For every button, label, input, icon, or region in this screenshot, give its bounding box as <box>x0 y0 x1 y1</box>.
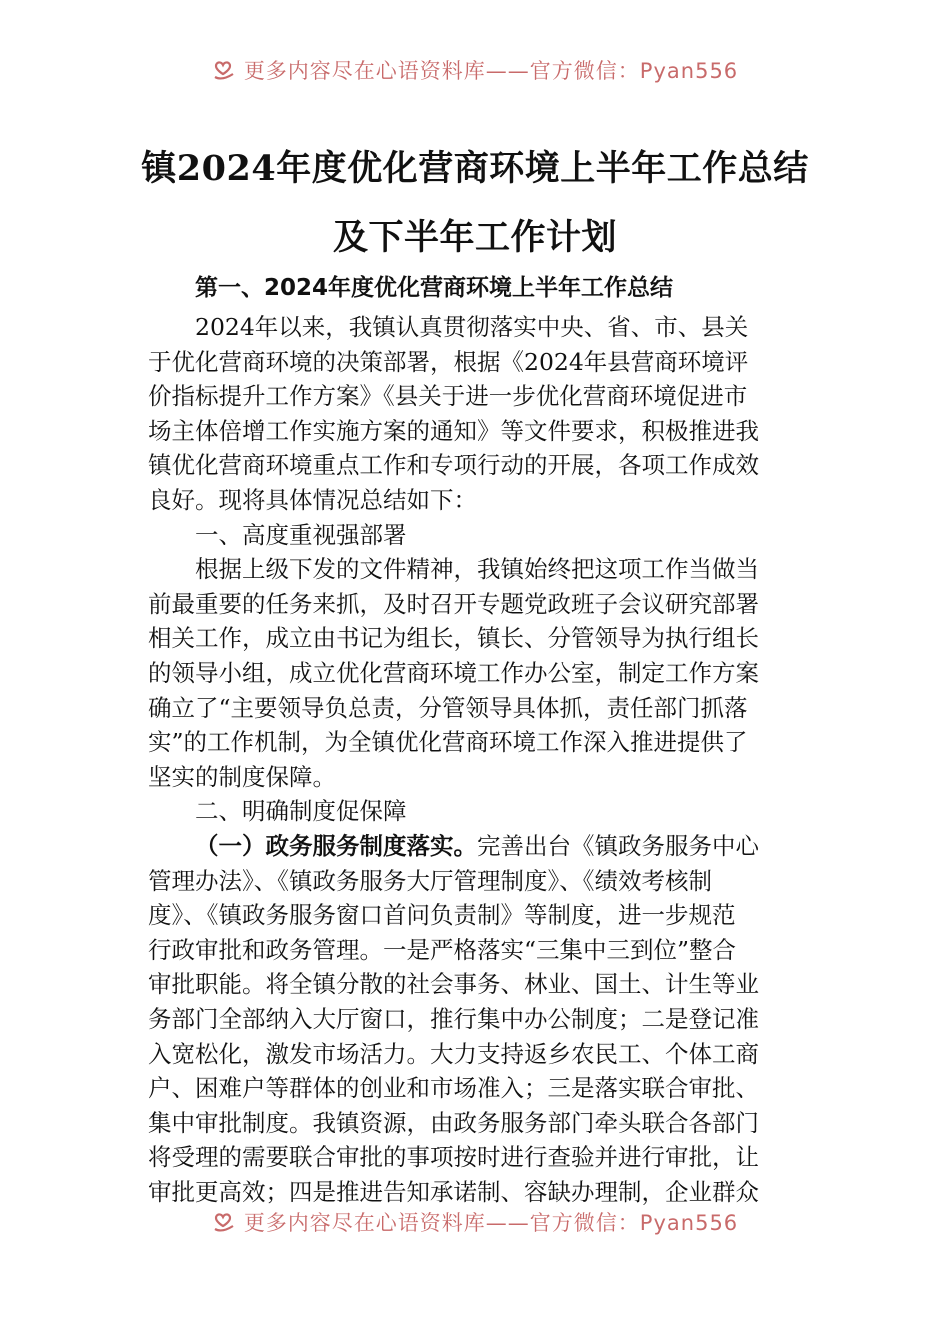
paragraph-line: 行政审批和政务管理。一是严格落实“三集中三到位”整合 <box>148 935 737 964</box>
paragraph-line: 坚实的制度保障。 <box>148 762 336 791</box>
paragraph-line: 审批更高效；四是推进告知承诺制、容缺办理制，企业群众 <box>148 1178 759 1206</box>
paragraph-line: 前最重要的任务来抓，及时召开专题党政班子会议研究部署 <box>148 589 759 618</box>
paragraph-line: 集中审批制度。我镇资源，由政务服务部门牵头联合各部门 <box>148 1108 759 1137</box>
subsection-text: 完善出台《镇政务服务中心 <box>477 832 759 860</box>
paragraph-line: 2024年以来，我镇认真贯彻落实中央、省、市、县关 <box>148 313 749 341</box>
watermark-top <box>0 56 950 84</box>
paragraph-line: 审批职能。将全镇分散的社会事务、林业、国土、计生等业 <box>148 970 759 999</box>
heart-hand-logo-icon <box>212 57 238 83</box>
subsection-bold-heading: （一）政务服务制度落实。 <box>195 832 477 860</box>
subsection-line <box>195 829 808 864</box>
watermark-text: 更多内容尽在心语资料库——官方微信：Pyan556 <box>243 1211 739 1235</box>
paragraph-line: 价指标提升工作方案》《县关于进一步优化营商环境促进市 <box>148 382 748 411</box>
paragraph-line: 确立了“主要领导负总责，分管领导具体抓，责任部门抓落 <box>148 693 748 722</box>
subheading-line: 一、高度重视强部署 <box>148 520 407 549</box>
paragraph-line: 入宽松化，激发市场活力。大力支持返乡农民工、个体工商 <box>148 1039 759 1068</box>
section-heading: 第一、2024年度优化营商环境上半年工作总结 <box>195 275 674 301</box>
watermark-bottom <box>0 1208 950 1236</box>
document-title-line-1: 镇2024年度优化营商环境上半年工作总结 <box>141 148 809 189</box>
paragraph-line: 务部门全部纳入大厅窗口，推行集中办公制度；二是登记准 <box>148 1005 759 1033</box>
paragraph-line: 场主体倍增工作实施方案的通知》等文件要求，积极推进我 <box>148 416 759 445</box>
paragraph-line: 于优化营商环境的决策部署，根据《2024年县营商环境评 <box>148 347 749 376</box>
paragraph-line: 根据上级下发的文件精神，我镇始终把这项工作当做当 <box>148 555 759 584</box>
heart-hand-logo-icon <box>212 1209 238 1235</box>
paragraph-line: 将受理的需要联合审批的事项按时进行查验并进行审批，让 <box>148 1143 759 1172</box>
paragraph-line: 实”的工作机制，为全镇优化营商环境工作深入推进提供了 <box>148 728 748 757</box>
paragraph-line: 度》、《镇政务服务窗口首问负责制》等制度，进一步规范 <box>148 901 736 930</box>
paragraph-line: 的领导小组，成立优化营商环境工作办公室，制定工作方案 <box>148 659 759 687</box>
watermark-text: 更多内容尽在心语资料库——官方微信：Pyan556 <box>243 59 739 83</box>
paragraph-line: 相关工作，成立由书记为组长，镇长、分管领导为执行组长 <box>148 624 759 653</box>
document-title-line-2: 及下半年工作计划 <box>332 217 617 258</box>
paragraph-line: 良好。现将具体情况总结如下： <box>148 486 477 514</box>
paragraph-line: 管理办法》、《镇政务服务大厅管理制度》、《绩效考核制 <box>148 866 712 895</box>
paragraph-line: 户、困难户等群体的创业和市场准入；三是落实联合审批、 <box>148 1074 759 1103</box>
subheading-line: 二、明确制度促保障 <box>148 797 407 826</box>
paragraph-line: 镇优化营商环境重点工作和专项行动的开展，各项工作成效 <box>148 451 759 480</box>
